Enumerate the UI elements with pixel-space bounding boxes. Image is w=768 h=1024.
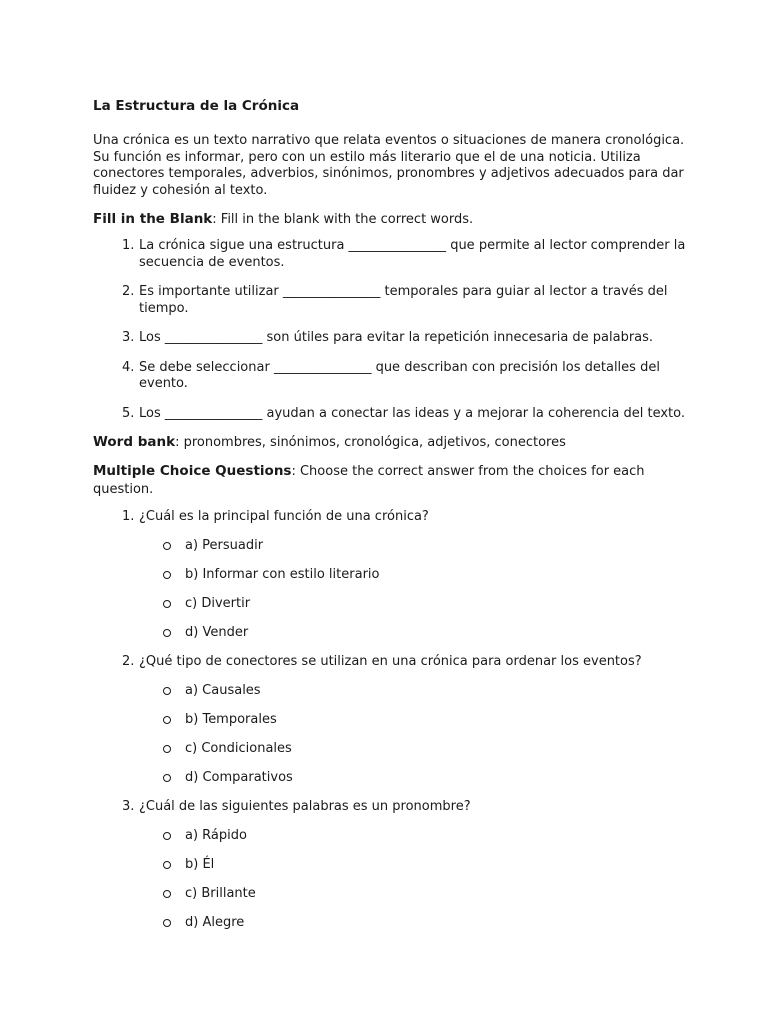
choice-list xyxy=(139,827,693,932)
choice-item xyxy=(139,740,693,758)
choice-list xyxy=(139,682,693,787)
item-number: 2. xyxy=(122,284,135,299)
choice-text: b) Temporales xyxy=(185,712,277,727)
fill-in-blank-label: Fill in the Blank xyxy=(93,211,213,227)
question-number: 3. xyxy=(122,799,135,814)
fill-in-blank-item xyxy=(93,284,693,317)
choice-text: a) Persuadir xyxy=(185,538,264,553)
choice-item xyxy=(139,885,693,903)
word-bank xyxy=(93,433,693,452)
choice-text: a) Causales xyxy=(185,683,261,698)
circle-bullet-icon xyxy=(163,687,171,695)
fill-in-blank-instructions: : Fill in the blank with the correct words. xyxy=(212,212,474,227)
circle-bullet-icon xyxy=(163,774,171,782)
choice-text: c) Brillante xyxy=(185,886,256,901)
fill-in-blank-item xyxy=(93,406,693,423)
choice-item xyxy=(139,566,693,584)
question-item xyxy=(93,798,693,932)
circle-bullet-icon xyxy=(163,861,171,869)
multiple-choice-heading xyxy=(93,462,693,499)
question-item xyxy=(93,653,693,787)
question-number: 1. xyxy=(122,509,135,524)
word-bank-text: : pronombres, sinónimos, cronológica, adjetivos, conectores xyxy=(175,435,566,450)
choice-item xyxy=(139,856,693,874)
item-number: 5. xyxy=(122,405,135,421)
choice-text: b) Él xyxy=(185,857,215,872)
choice-item xyxy=(139,537,693,555)
question-item xyxy=(93,508,693,642)
choice-text: d) Vender xyxy=(185,625,249,640)
item-number: 4. xyxy=(122,359,135,375)
choice-item xyxy=(139,914,693,932)
word-bank-label: Word bank xyxy=(93,434,176,450)
item-text: Es importante utilizar _______________ temporales para guiar al lector a través del tiempo. xyxy=(139,284,668,316)
item-text: Los _______________ son útiles para evitar la repetición innecesaria de palabras. xyxy=(139,330,654,345)
multiple-choice-list xyxy=(93,508,693,932)
circle-bullet-icon xyxy=(163,716,171,724)
circle-bullet-icon xyxy=(163,542,171,550)
document-title: La Estructura de la Crónica xyxy=(93,98,300,114)
choice-item xyxy=(139,682,693,700)
choice-item xyxy=(139,827,693,845)
question-text: ¿Cuál de las siguientes palabras es un pronombre? xyxy=(139,799,471,814)
item-number: 1. xyxy=(122,238,135,253)
choice-list xyxy=(139,537,693,642)
choice-item xyxy=(139,624,693,642)
circle-bullet-icon xyxy=(163,600,171,608)
fill-in-blank-heading xyxy=(93,210,693,229)
question-text: ¿Qué tipo de conectores se utilizan en una crónica para ordenar los eventos? xyxy=(139,654,642,669)
circle-bullet-icon xyxy=(163,745,171,753)
choice-text: b) Informar con estilo literario xyxy=(185,567,380,582)
document-page xyxy=(93,96,693,943)
question-text: ¿Cuál es la principal función de una crónica? xyxy=(139,509,429,524)
item-text: Se debe seleccionar _______________ que describan con precisión los detalles del evento. xyxy=(139,359,660,391)
choice-text: d) Alegre xyxy=(185,915,245,930)
circle-bullet-icon xyxy=(163,919,171,927)
circle-bullet-icon xyxy=(163,832,171,840)
intro-paragraph: Una crónica es un texto narrativo que relata eventos o situaciones de manera cronológica. Su función es informar, pero con un estilo más literario que el de una noticia. Utiliza conectores temporales, adverbios, sinónimos, pronombres y adjetivos adecuados para dar fluidez y cohesión al texto. xyxy=(93,133,685,198)
item-text: La crónica sigue una estructura _______________ que permite al lector comprender la secuencia de eventos. xyxy=(139,238,686,270)
circle-bullet-icon xyxy=(163,890,171,898)
choice-item xyxy=(139,711,693,729)
choice-text: a) Rápido xyxy=(185,828,247,843)
circle-bullet-icon xyxy=(163,629,171,637)
circle-bullet-icon xyxy=(163,571,171,579)
item-text: Los _______________ ayudan a conectar las ideas y a mejorar la coherencia del texto. xyxy=(139,405,685,421)
choice-item xyxy=(139,769,693,787)
fill-in-blank-item xyxy=(93,330,693,347)
choice-item xyxy=(139,595,693,613)
choice-text: c) Divertir xyxy=(185,596,251,611)
item-number: 3. xyxy=(122,330,135,345)
fill-in-blank-item xyxy=(93,238,693,271)
multiple-choice-instructions: : Choose the correct answer from the choices for each question. xyxy=(93,464,645,497)
choice-text: c) Condicionales xyxy=(185,741,292,756)
choice-text: d) Comparativos xyxy=(185,770,293,785)
multiple-choice-label: Multiple Choice Questions xyxy=(93,463,292,479)
fill-in-blank-list xyxy=(93,238,693,422)
question-number: 2. xyxy=(122,654,135,669)
fill-in-blank-item xyxy=(93,360,693,393)
